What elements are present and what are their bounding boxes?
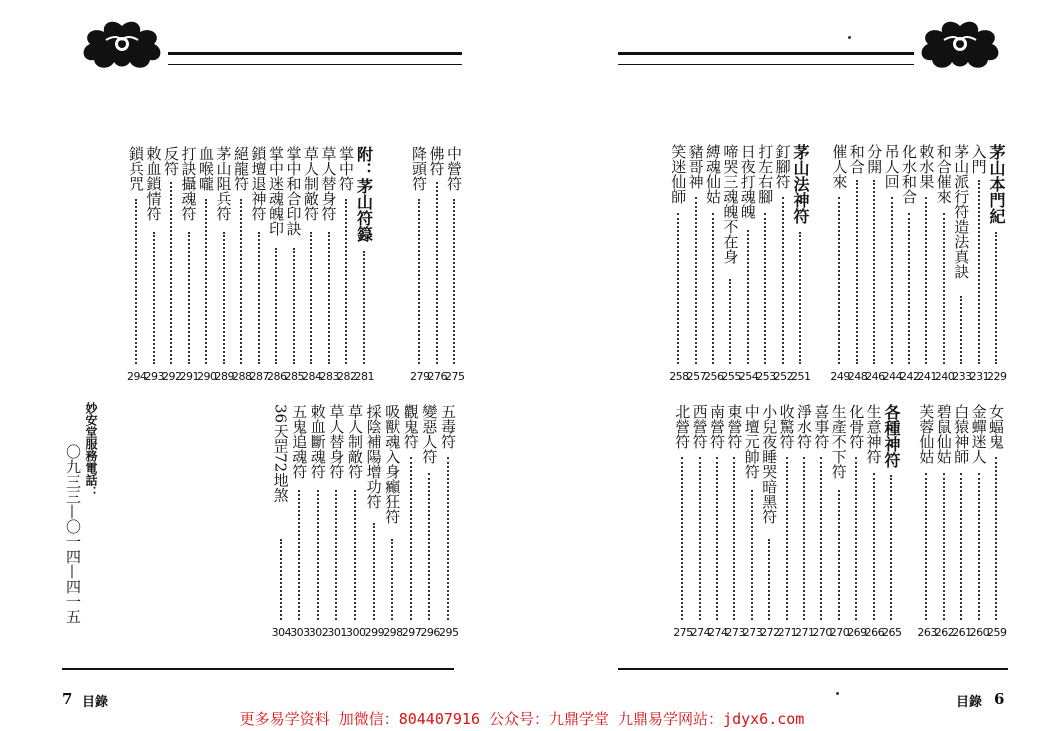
toc-entry-page: 242 xyxy=(900,370,920,383)
toc-entry-title: 西營符 xyxy=(690,404,709,449)
toc-entry-title: 血喉嚨 xyxy=(197,146,215,191)
toc-entry-title: 吊人回 xyxy=(882,144,901,189)
leader-dots xyxy=(995,457,997,621)
leader-dots xyxy=(170,182,172,364)
toc-entry-title: 催人來 xyxy=(830,144,849,189)
toc-entry-title: 掌中和合印訣 xyxy=(284,146,303,236)
toc-entry-page: 301 xyxy=(327,626,347,639)
toc-entry-page: 285 xyxy=(284,370,304,383)
toc-entry-page: 255 xyxy=(721,370,741,383)
toc-entry-title: 分開 xyxy=(865,144,884,174)
toc-entry-page: 257 xyxy=(686,370,707,383)
toc-entry-page: 282 xyxy=(337,370,357,383)
toc-entry-title: 鎖壇退神符 xyxy=(249,146,268,221)
toc-entry-page: 248 xyxy=(847,370,868,383)
right-page xyxy=(522,0,1044,731)
leader-dots xyxy=(447,457,449,621)
leader-dots xyxy=(782,197,784,365)
toc-entry-title: 碧鼠仙姑 xyxy=(934,404,953,464)
leader-dots xyxy=(803,457,805,621)
leader-dots xyxy=(410,457,412,621)
toc-entry-title: 豬哥神 xyxy=(686,144,705,189)
toc-entry-page: 262 xyxy=(934,626,955,639)
toc-entry-page: 294 xyxy=(127,370,147,383)
toc-entry-title: 化骨符 xyxy=(847,404,866,449)
toc-entry-title: 生意神符 xyxy=(864,404,883,464)
leader-dots xyxy=(873,180,875,364)
leader-dots xyxy=(943,213,945,364)
toc-entry-page: 303 xyxy=(290,626,310,639)
bottom-rule xyxy=(618,668,1008,670)
toc-entry-page: 295 xyxy=(439,626,459,639)
leader-dots xyxy=(135,199,137,365)
toc-entry-page: 292 xyxy=(162,370,182,383)
toc-entry-page: 246 xyxy=(865,370,885,383)
toc-entry-title: 掌中迷魂魄印 xyxy=(267,146,285,236)
toc-entry-title: 中營符 xyxy=(445,146,463,191)
toc-entry-title: 化水和合 xyxy=(900,144,918,204)
toc-entry-page: 288 xyxy=(232,370,252,383)
leader-dots xyxy=(960,296,962,365)
leader-dots xyxy=(995,232,997,364)
leader-dots xyxy=(978,473,980,620)
toc-entry-page: 274 xyxy=(690,626,711,639)
toc-entry-page: 275 xyxy=(445,370,465,383)
leader-dots xyxy=(153,232,155,365)
leader-dots xyxy=(363,251,365,364)
toc-entry-title: 觀鬼符 xyxy=(401,404,420,449)
toc-entry-title: 採陰補陽增功符 xyxy=(364,404,383,509)
top-rule xyxy=(618,52,914,65)
leader-dots xyxy=(677,213,679,364)
toc-entry-title: 草人制敵符 xyxy=(302,146,320,221)
leader-dots xyxy=(960,473,962,620)
toc-entry-title: 女蝠鬼 xyxy=(987,404,1005,449)
toc-entry-title: 打訣攝魂符 xyxy=(179,146,198,221)
toc-entry-title: 北營符 xyxy=(673,404,692,449)
phone-label: 妙安堂服務電話： xyxy=(84,402,98,498)
leader-dots xyxy=(223,232,225,365)
toc-entry-page: 297 xyxy=(401,626,422,639)
toc-entry-title: 降頭符 xyxy=(410,146,428,191)
toc-entry-title: 金蟬迷人 xyxy=(969,404,988,464)
leader-dots xyxy=(799,232,801,364)
toc-entry-page: 290 xyxy=(197,370,217,383)
leader-dots xyxy=(240,199,242,365)
toc-entry-page: 299 xyxy=(364,626,385,639)
toc-entry-page: 283 xyxy=(319,370,339,383)
leader-dots xyxy=(764,213,766,364)
toc-entry-page: 289 xyxy=(214,370,234,383)
leader-dots xyxy=(275,248,277,364)
toc-entry-title: 啼哭三魂魄不在身 xyxy=(721,144,740,264)
toc-entry-page: 266 xyxy=(864,626,885,639)
leader-dots xyxy=(855,457,857,621)
leader-dots xyxy=(908,213,910,364)
toc-entry-title: 變惡人符 xyxy=(420,404,439,464)
print-mark xyxy=(836,692,839,695)
toc-entry-page: 272 xyxy=(760,626,780,639)
leader-dots xyxy=(328,232,330,365)
toc-entry-page: 271 xyxy=(795,626,815,639)
section-heading: 茅山法神符 xyxy=(791,144,810,224)
toc-entry-title: 和合催來 xyxy=(934,144,953,204)
toc-entry-page: 271 xyxy=(777,626,798,639)
section-heading: 各種神符 xyxy=(882,404,901,468)
leader-dots xyxy=(838,197,840,365)
leader-dots xyxy=(345,199,347,365)
toc-entry-title: 縛魂仙姑 xyxy=(704,144,722,204)
toc-entry-title: 佛符 xyxy=(427,146,446,176)
leader-dots xyxy=(188,232,190,365)
leader-dots xyxy=(890,475,892,620)
toc-entry-page: 304 xyxy=(271,626,292,639)
toc-entry-title: 36天罡72地煞 xyxy=(271,404,290,503)
toc-entry-title: 五毒符 xyxy=(439,404,457,449)
leader-dots xyxy=(747,230,749,365)
footer-label: 目錄 xyxy=(956,695,983,710)
toc-entry-page: 279 xyxy=(410,370,430,383)
toc-entry-title: 芙蓉仙姑 xyxy=(917,404,936,464)
leader-dots xyxy=(298,490,300,621)
toc-entry-page: 286 xyxy=(267,370,287,383)
toc-entry-title: 東營符 xyxy=(725,404,744,449)
leader-dots xyxy=(310,232,312,365)
toc-entry-page: 249 xyxy=(830,370,850,383)
toc-entry-title: 喜事符 xyxy=(812,404,831,449)
leader-dots xyxy=(856,180,858,364)
leader-dots xyxy=(418,199,420,365)
toc-entry-page: 251 xyxy=(791,370,811,383)
leader-dots xyxy=(258,232,260,365)
leader-dots xyxy=(354,490,356,621)
toc-entry-page: 273 xyxy=(725,626,745,639)
leader-dots xyxy=(317,490,319,621)
toc-entry-title: 草人替身符 xyxy=(319,146,338,221)
toc-entry-page: 252 xyxy=(773,370,794,383)
toc-entry-page: 287 xyxy=(249,370,269,383)
phone-number: 〇九三三—〇一四—四一五 xyxy=(64,444,82,624)
watermark-text: 更多易学资料 加微信：804407916 公众号：九鼎学堂 九鼎易学网站：jdyx6.com xyxy=(239,710,805,728)
toc-entry-page: 265 xyxy=(882,626,902,639)
toc-entry-page: 253 xyxy=(756,370,776,383)
toc-entry-page: 274 xyxy=(708,626,728,639)
toc-entry-page: 263 xyxy=(917,626,937,639)
toc-entry-title: 敕血鎖情符 xyxy=(144,146,163,221)
toc-entry-title: 釘腳符 xyxy=(773,144,792,189)
toc-entry-title: 鎖兵咒 xyxy=(127,146,145,191)
leader-dots xyxy=(293,248,295,364)
leader-dots xyxy=(768,539,770,620)
toc-entry-title: 敕水果 xyxy=(917,144,936,189)
leader-dots xyxy=(712,213,714,364)
leader-dots xyxy=(699,457,701,621)
toc-entry-title: 小兒夜睡哭暗黑符 xyxy=(760,404,779,524)
toc-entry-title: 白猿神師 xyxy=(952,404,971,464)
leader-dots xyxy=(820,457,822,621)
toc-entry-page: 293 xyxy=(144,370,164,383)
toc-entry-title: 和合 xyxy=(847,144,866,174)
leader-dots xyxy=(978,180,980,364)
toc-entry-page: 302 xyxy=(308,626,329,639)
toc-entry-page: 273 xyxy=(742,626,763,639)
toc-entry-title: 五鬼追魂符 xyxy=(290,404,309,479)
section-heading: 茅山本門紀 xyxy=(987,144,1006,224)
leader-dots xyxy=(205,199,207,365)
toc-entry-page: 281 xyxy=(354,370,374,383)
toc-entry-title: 吸獸魂入身癲狂符 xyxy=(383,404,402,524)
toc-entry-title: 收驚符 xyxy=(777,404,796,449)
leader-dots xyxy=(733,457,735,621)
section-heading: 附：茅山符籙 xyxy=(354,146,374,242)
leader-dots xyxy=(681,457,683,621)
toc-entry-title: 入門 xyxy=(969,144,988,174)
toc-entry-page: 259 xyxy=(987,626,1007,639)
toc-entry-page: 229 xyxy=(987,370,1007,383)
toc-entry-title: 淨水符 xyxy=(795,404,813,449)
leader-dots xyxy=(838,490,840,621)
toc-entry-title: 笑迷仙師 xyxy=(669,144,688,204)
toc-entry-page: 296 xyxy=(420,626,440,639)
toc-entry-page: 269 xyxy=(847,626,867,639)
toc-entry-page: 260 xyxy=(969,626,990,639)
toc-entry-page: 231 xyxy=(969,370,990,383)
toc-entry-page: 284 xyxy=(302,370,322,383)
toc-entry-page: 241 xyxy=(917,370,937,383)
leader-dots xyxy=(925,473,927,620)
toc-entry-title: 茅山派行符造法真訣 xyxy=(952,144,971,279)
toc-entry-page: 270 xyxy=(812,626,832,639)
toc-entry-title: 絕龍符 xyxy=(232,146,250,191)
leader-dots xyxy=(428,473,430,620)
flower-ornament-icon xyxy=(76,18,168,70)
page-number: 7 xyxy=(62,690,73,708)
toc-entry-title: 反符 xyxy=(162,146,180,176)
leader-dots xyxy=(280,539,282,620)
leader-dots xyxy=(751,490,753,621)
bottom-rule xyxy=(62,668,454,670)
toc-entry-title: 中壇元帥符 xyxy=(742,404,761,479)
toc-entry-page: 275 xyxy=(673,626,693,639)
leader-dots xyxy=(873,473,875,620)
leader-dots xyxy=(729,279,731,364)
leader-dots xyxy=(436,182,438,364)
flower-ornament-icon xyxy=(914,18,1006,70)
toc-entry-page: 244 xyxy=(882,370,903,383)
toc-entry-title: 草人制敵符 xyxy=(346,404,364,479)
leader-dots xyxy=(716,457,718,621)
leader-dots xyxy=(373,523,375,621)
toc-entry-title: 敕血斷魂符 xyxy=(308,404,327,479)
leader-dots xyxy=(335,490,337,621)
toc-entry-title: 生產不下符 xyxy=(829,404,848,479)
toc-entry-page: 261 xyxy=(952,626,972,639)
leader-dots xyxy=(925,197,927,365)
toc-entry-page: 254 xyxy=(738,370,759,383)
page-number: 6 xyxy=(994,690,1005,708)
footer-label: 目錄 xyxy=(82,695,109,710)
leader-dots xyxy=(391,539,393,620)
leader-dots xyxy=(453,199,455,365)
toc-entry-title: 草人替身符 xyxy=(327,404,346,479)
toc-entry-page: 291 xyxy=(179,370,199,383)
leader-dots xyxy=(786,457,788,621)
toc-entry-page: 298 xyxy=(383,626,403,639)
print-mark xyxy=(848,36,851,39)
toc-entry-page: 300 xyxy=(346,626,366,639)
toc-entry-title: 日夜打魂魄 xyxy=(738,144,757,219)
leader-dots xyxy=(695,197,697,365)
toc-entry-page: 256 xyxy=(704,370,724,383)
leader-dots xyxy=(943,473,945,620)
toc-entry-title: 打左右腳 xyxy=(756,144,775,204)
toc-entry-title: 茅山阻兵符 xyxy=(214,146,233,221)
toc-entry-title: 南營符 xyxy=(708,404,726,449)
toc-entry-page: 276 xyxy=(427,370,447,383)
toc-entry-page: 240 xyxy=(934,370,955,383)
toc-entry-page: 258 xyxy=(669,370,689,383)
toc-entry-page: 233 xyxy=(952,370,972,383)
top-rule xyxy=(168,52,462,65)
toc-entry-page: 270 xyxy=(829,626,850,639)
toc-entry-title: 掌中符 xyxy=(337,146,355,191)
leader-dots xyxy=(891,197,893,365)
